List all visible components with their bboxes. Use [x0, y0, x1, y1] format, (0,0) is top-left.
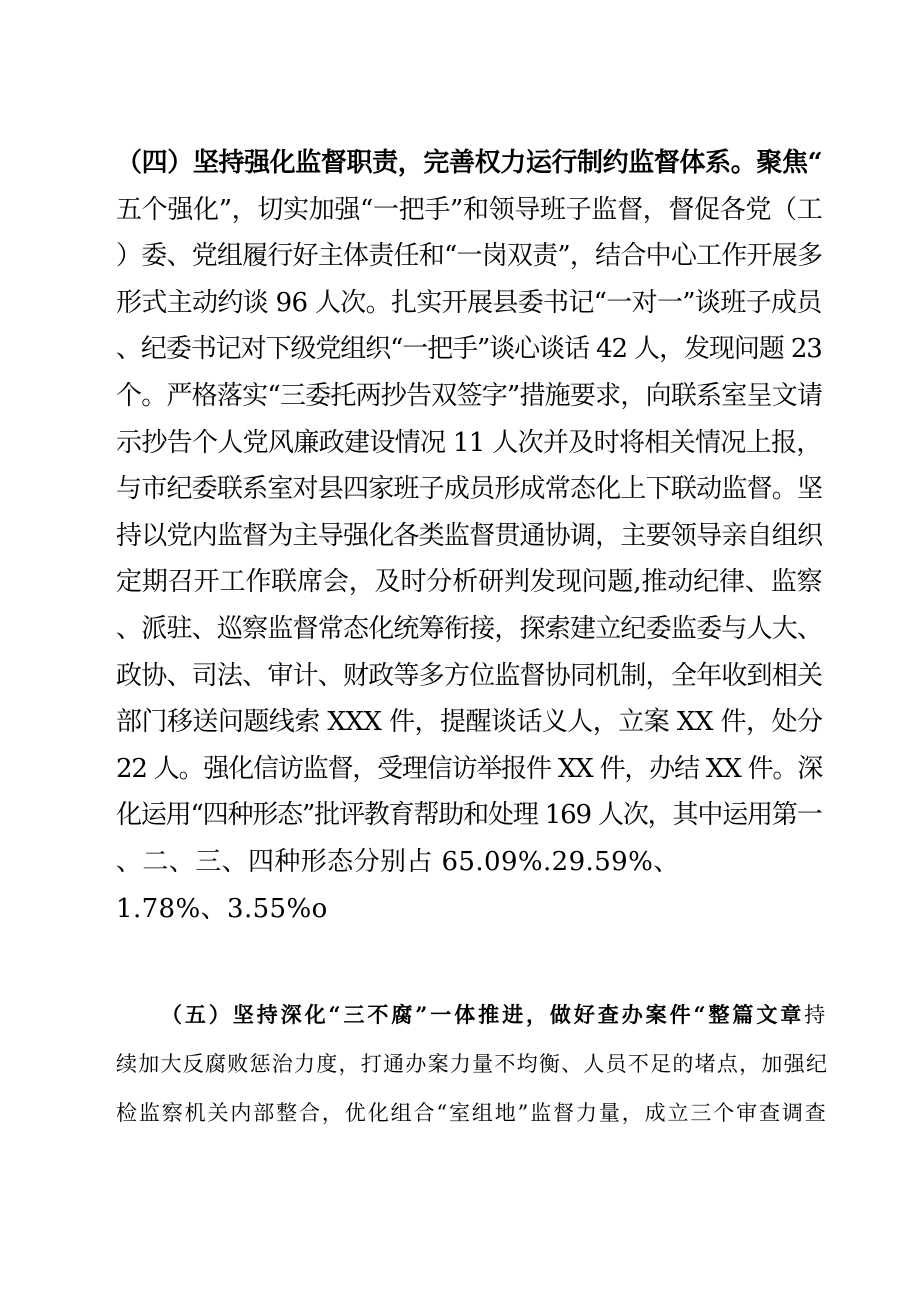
body-text: 形式主动约谈 96 人次。扎实开展县委书记“一对一”谈班子成员	[116, 287, 822, 318]
body-text: 检监察机关内部整合，优化组合“室组地”监督力量，成立三个审查调查	[116, 1101, 828, 1125]
text-line	[116, 288, 822, 318]
body-text: 持	[804, 1003, 829, 1027]
body-text: 示抄告个人党风廉政建设情况 11 人次并及时将相关情况上报，	[116, 427, 822, 458]
text-line	[116, 661, 822, 691]
text-line	[116, 614, 822, 644]
body-text: 与市纪委联系室对县四家班子成员形成常态化上下联动监督。坚	[116, 474, 823, 505]
text-line	[116, 707, 822, 737]
body-text: 1.78%、3.55%o	[116, 893, 328, 924]
text-line	[116, 474, 822, 504]
text-line	[116, 521, 822, 551]
text-line	[116, 1098, 828, 1128]
text-line	[161, 1000, 828, 1030]
body-text: 政协、司法、审计、财政等多方位监督协同机制，全年收到相关	[116, 660, 823, 691]
body-text: 、纪委书记对下级党组织“一把手”谈心谈话 42 人，发现问题 23	[116, 334, 822, 365]
body-text: 五个强化”，切实加强“一把手”和领导班子监督，督促各党（工	[116, 194, 823, 225]
text-line	[116, 567, 822, 597]
text-line	[116, 800, 822, 830]
body-text: 部门移送问题线索 XXX 件，提醒谈话义人，立案 XX 件，处分	[116, 707, 823, 738]
text-line	[116, 334, 822, 364]
body-text: 、二、三、四种形态分别占 65.09%.29.59%、	[116, 847, 680, 877]
body-text: 续加大反腐败惩治力度，打通办案力量不均衡、人员不足的堵点，加强纪	[116, 1052, 829, 1076]
text-line	[116, 195, 822, 225]
body-text: 22 人。强化信访监督，受理信访举报件 XX 件，办结 XX 件。深	[116, 753, 823, 784]
body-text: 、派驻、巡察监督常态化统筹衔接，探索建立纪委监委与人大、	[116, 614, 823, 644]
body-text: 持以党内监督为主导强化各类监督贯通协调，主要领导亲自组织	[116, 520, 823, 551]
text-line	[116, 148, 822, 178]
text-line	[116, 428, 822, 458]
bold-heading-text: （四）坚持强化监督职责，完善权力运行制约监督体系。聚焦“	[116, 148, 823, 178]
text-line	[116, 894, 328, 924]
bold-heading-text: （五）坚持深化“三不腐”一体推进，做好查办案件“整篇文章	[161, 1002, 805, 1027]
text-line	[116, 754, 822, 784]
text-line	[116, 241, 822, 271]
text-line	[116, 1049, 828, 1079]
text-line	[116, 847, 680, 877]
body-text: 定期召开工作联席会，及时分析研判发现问题,推动纪律、监察	[116, 567, 823, 598]
body-text: 个。严格落实“三委托两抄告双签字”措施要求，向联系室呈文请	[116, 381, 823, 411]
text-line	[116, 381, 822, 411]
body-text: ）委、党组履行好主体责任和“一岗双责”，结合中心工作开展多	[116, 241, 823, 272]
body-text: 化运用“四种形态”批评教育帮助和处理 169 人次，其中运用第一	[116, 800, 822, 831]
